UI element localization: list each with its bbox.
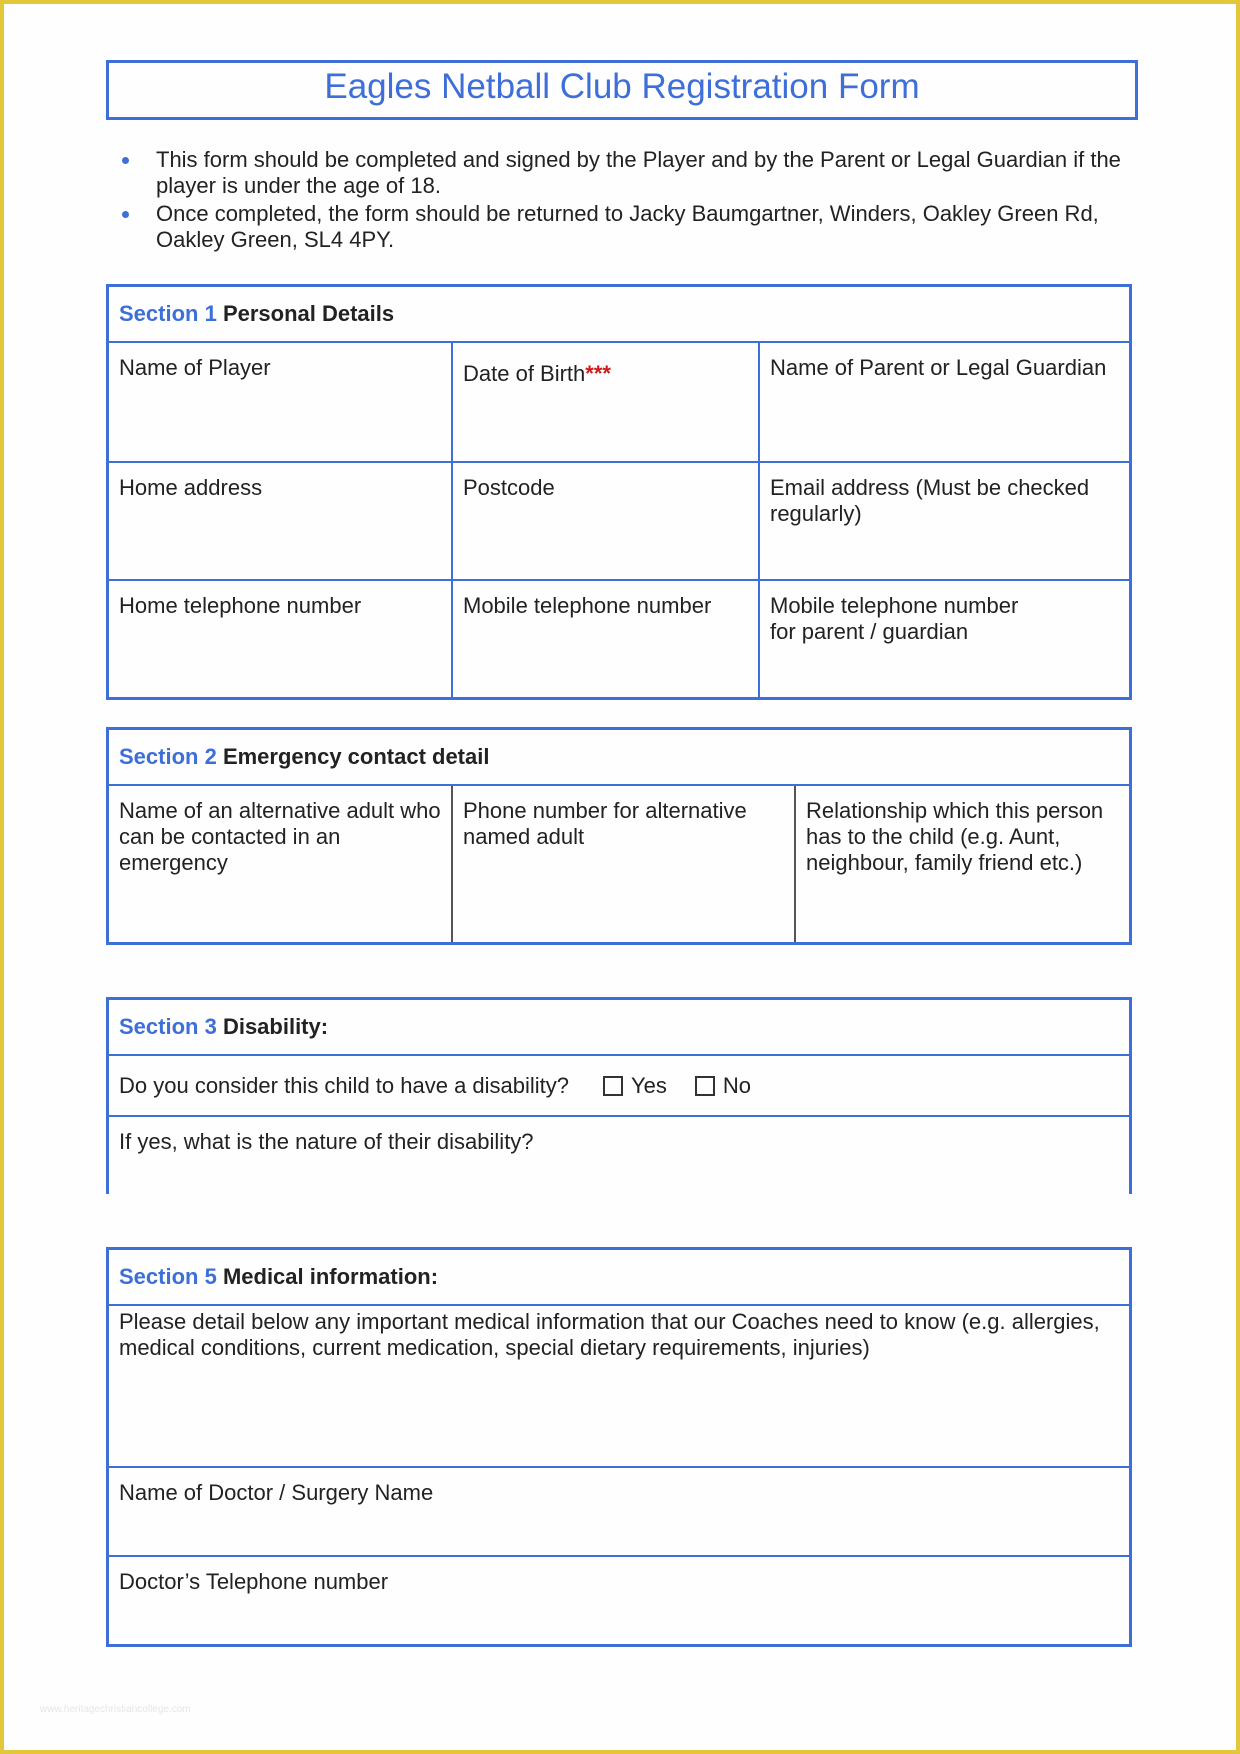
- alternative-adult-field[interactable]: [109, 786, 451, 942]
- field-label: Name of Parent or Legal Guardian: [770, 355, 1107, 380]
- section-medical-information: [106, 1247, 1132, 1647]
- home-phone-field[interactable]: [109, 581, 451, 697]
- no-checkbox[interactable]: [695, 1076, 715, 1096]
- field-label: If yes, what is the nature of their disability?: [119, 1129, 534, 1154]
- form-row: [109, 786, 1129, 942]
- form-row: [109, 1115, 1129, 1191]
- form-row: [109, 1466, 1129, 1555]
- yes-option[interactable]: [603, 1073, 667, 1099]
- field-label: Phone number for alternative named adult: [463, 798, 747, 849]
- field-label: Relationship which this person has to the child (e.g. Aunt, neighbour, family friend etc.): [806, 798, 1104, 875]
- instructions-list: [116, 147, 1136, 255]
- required-marker: ***: [585, 361, 611, 386]
- field-label: Name of Doctor / Surgery Name: [119, 1480, 434, 1505]
- doctor-phone-field[interactable]: [109, 1557, 1129, 1644]
- form-row: [109, 461, 1129, 579]
- form-row: [109, 1555, 1129, 1644]
- field-label: Mobile telephone number: [770, 593, 1019, 618]
- form-row: [109, 1056, 1129, 1115]
- instruction-item: This form should be completed and signed by the Player and by the Parent or Legal Guardian if the player is under the age of 18.: [116, 147, 1136, 199]
- mobile-phone-field[interactable]: [451, 581, 758, 697]
- section-number: Section 2: [119, 744, 217, 769]
- parent-mobile-field[interactable]: [758, 581, 1129, 697]
- relationship-field[interactable]: [794, 786, 1129, 942]
- player-name-field[interactable]: [109, 343, 451, 461]
- watermark: www.heritagechristiancollege.com: [40, 1704, 191, 1715]
- form-row: [109, 343, 1129, 461]
- home-address-field[interactable]: [109, 463, 451, 579]
- field-label: for parent / guardian: [770, 619, 969, 644]
- field-label: Home address: [119, 475, 263, 500]
- section-number: Section 5: [119, 1264, 217, 1289]
- alternative-phone-field[interactable]: [451, 786, 794, 942]
- field-label: Name of Player: [119, 355, 271, 380]
- section-disability: [106, 997, 1132, 1194]
- field-label: Postcode: [463, 475, 555, 500]
- section-heading: [109, 1250, 1129, 1306]
- disability-question: [109, 1056, 1129, 1115]
- yes-label: Yes: [631, 1072, 667, 1098]
- field-label: Date of Birth: [463, 361, 586, 386]
- email-field[interactable]: [758, 463, 1129, 579]
- section-title: Disability:: [222, 1014, 329, 1039]
- date-of-birth-field[interactable]: [451, 343, 758, 461]
- section-title: Personal Details: [222, 301, 395, 326]
- form-row: [109, 1306, 1129, 1466]
- section-title: Medical information:: [222, 1264, 439, 1289]
- doctor-name-field[interactable]: [109, 1468, 1129, 1555]
- field-label: Name of an alternative adult who can be contacted in an emergency: [119, 798, 441, 875]
- section-emergency-contact: [106, 727, 1132, 945]
- section-heading: [109, 1000, 1129, 1056]
- section-title: Emergency contact detail: [222, 744, 490, 769]
- medical-details-field[interactable]: [109, 1306, 1129, 1466]
- field-label: Home telephone number: [119, 593, 362, 618]
- section-number: Section 3: [119, 1014, 217, 1039]
- postcode-field[interactable]: [451, 463, 758, 579]
- field-label: Doctor’s Telephone number: [119, 1569, 389, 1594]
- no-label: No: [722, 1072, 752, 1098]
- section-heading: [109, 287, 1129, 343]
- question-label: Do you consider this child to have a disability?: [119, 1072, 570, 1098]
- no-option[interactable]: [695, 1073, 751, 1099]
- form-title-box: [106, 60, 1138, 120]
- field-label: Mobile telephone number: [463, 593, 712, 618]
- instruction-item: Once completed, the form should be returned to Jacky Baumgartner, Winders, Oakley Green Rd, Oakley Green, SL4 4PY.: [116, 201, 1136, 253]
- form-title: Eagles Netball Club Registration Form: [324, 67, 920, 106]
- field-label: Please detail below any important medical information that our Coaches need to know (e.g. allergies, medical conditions, current medication, special dietary requirements, injuries): [119, 1309, 1100, 1360]
- form-row: [109, 579, 1129, 697]
- parent-name-field[interactable]: [758, 343, 1129, 461]
- section-number: Section 1: [119, 301, 217, 326]
- section-heading: [109, 730, 1129, 786]
- disability-nature-field[interactable]: [109, 1117, 1129, 1191]
- section-personal-details: [106, 284, 1132, 700]
- field-label: Email address (Must be checked regularly): [770, 475, 1090, 526]
- yes-checkbox[interactable]: [603, 1076, 623, 1096]
